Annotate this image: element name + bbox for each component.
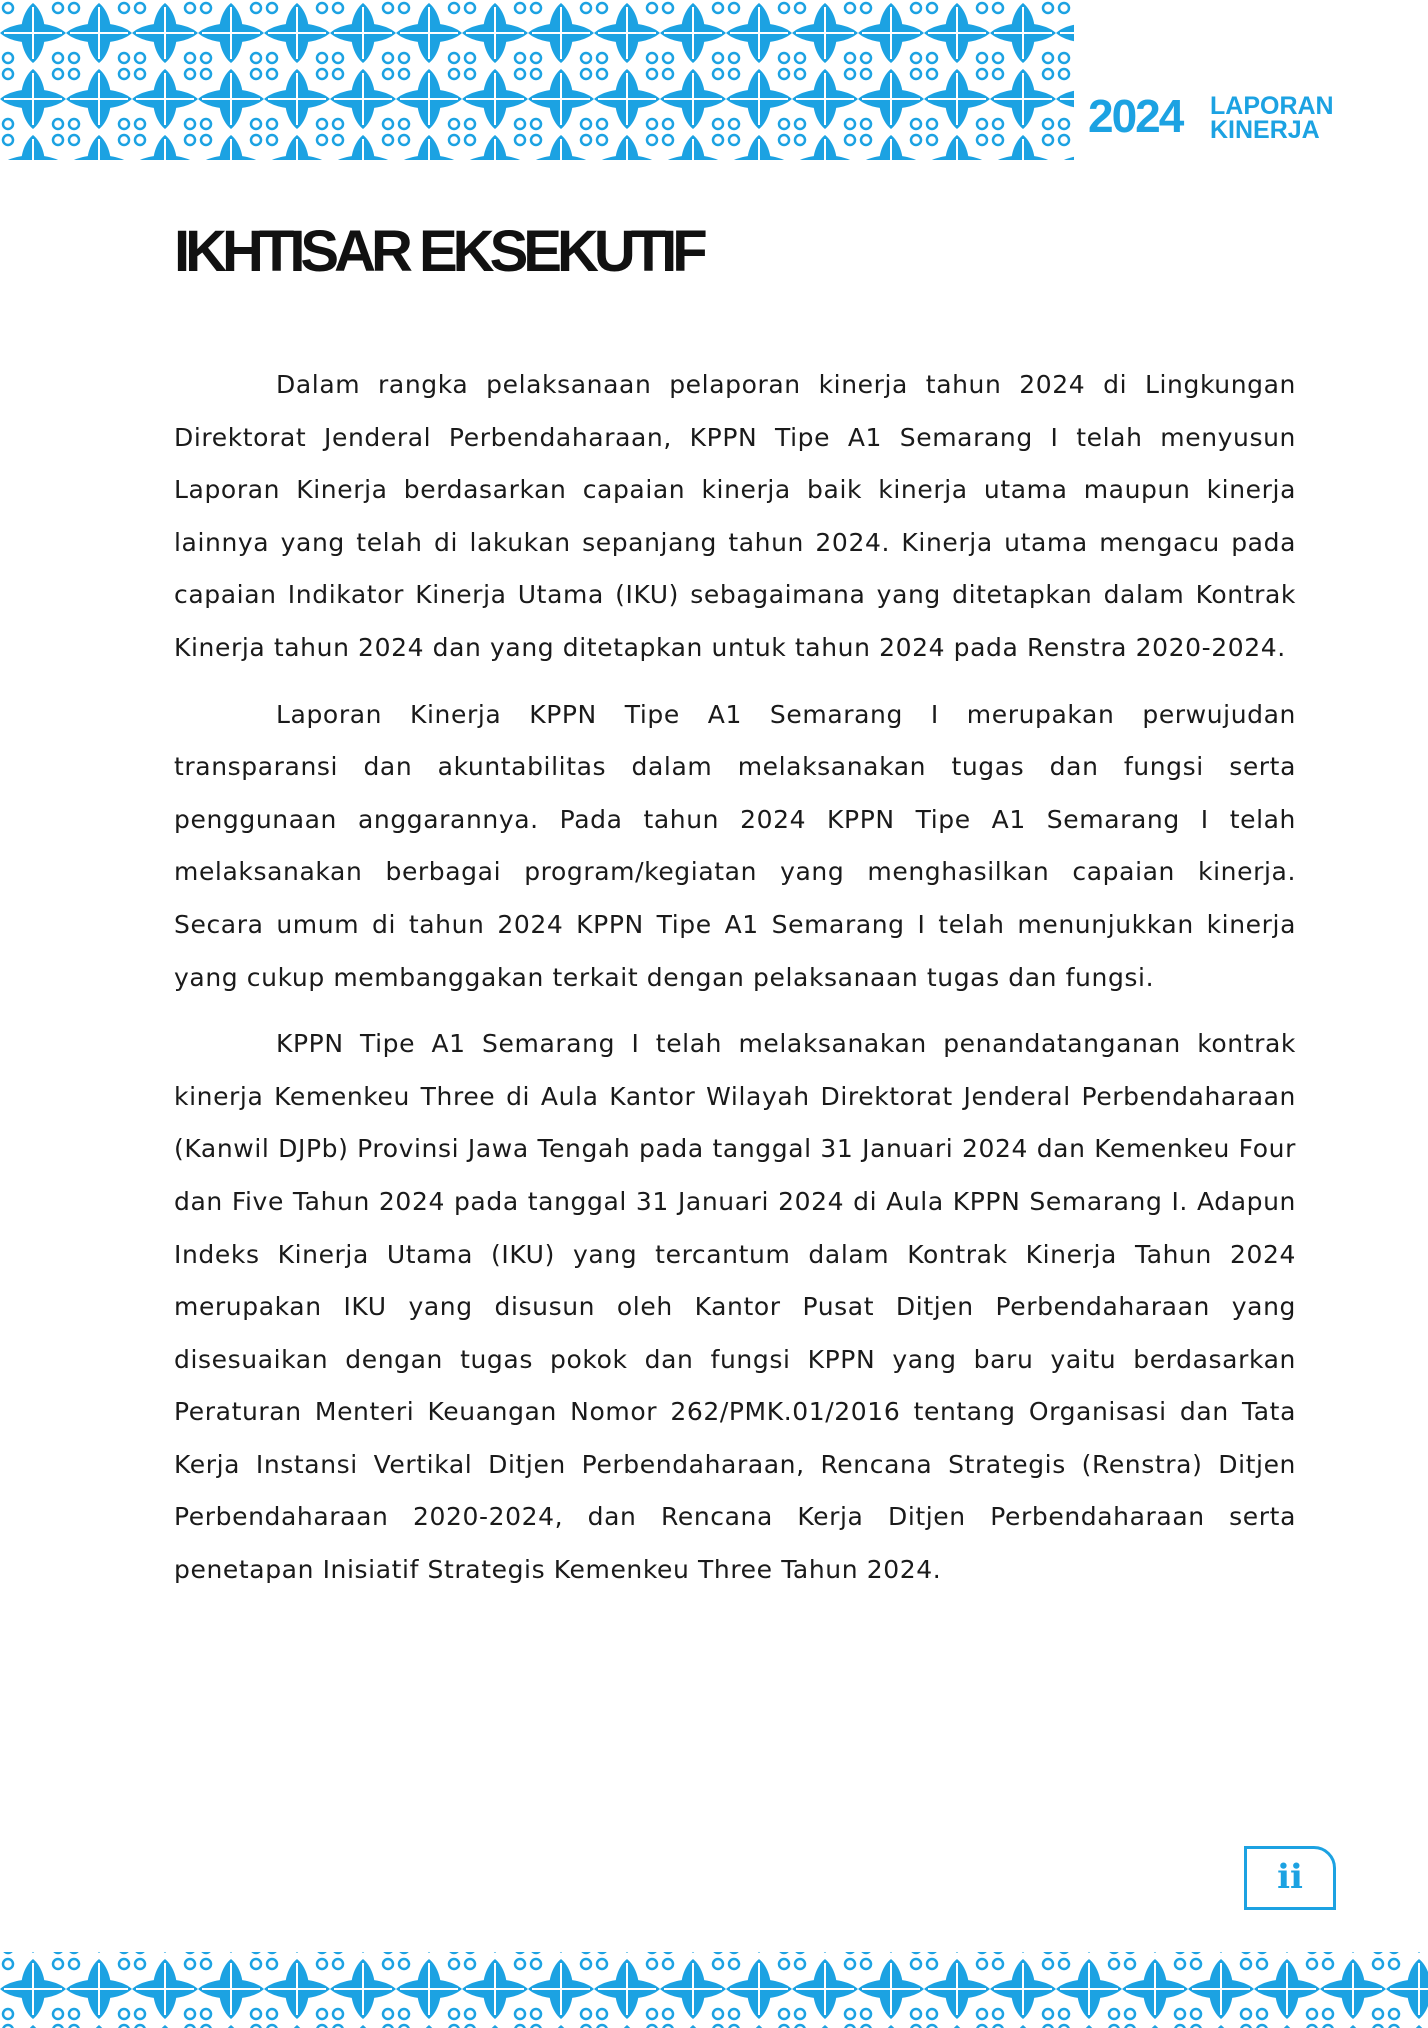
paragraph-3: KPPN Tipe A1 Semarang I telah melaksanakan penandatanganan kontrak kinerja Kemenkeu Three di Aula Kantor Wilayah Direktorat Jenderal Perbendaharaan (Kanwil DJPb) Provinsi Jawa Tengah pada tanggal 31 Januari 2024 dan Kemenkeu Four dan Five Tahun 2024 pada tanggal 31 Januari 2024 di Aula KPPN Semarang I. Adapun Indeks Kinerja Utama (IKU) yang tercantum dalam Kontrak Kinerja Tahun 2024 merupakan IKU yang disusun oleh Kantor Pusat Ditjen Perbendaharaan yang disesuaikan dengan tugas pokok dan fungsi KPPN yang baru yaitu berdasarkan Peraturan Menteri Keuangan Nomor 262/PMK.01/2016 tentang Organisasi dan Tata Kerja Instansi Vertikal Ditjen Perbendaharaan, Rencana Strategis (Renstra) Ditjen Perbendaharaan 2020-2024, dan Rencana Kerja Ditjen Perbendaharaan serta penetapan Inisiatif Strategis Kemenkeu Three Tahun 2024. xyxy=(174,1029,1296,1585)
executive-summary-body xyxy=(174,359,1296,1611)
paragraph-2: Laporan Kinerja KPPN Tipe A1 Semarang I merupakan perwujudan transparansi dan akuntabilitas dalam melaksanakan tugas dan fungsi serta penggunaan anggarannya. Pada tahun 2024 KPPN Tipe A1 Semarang I telah melaksanakan berbagai program/kegiatan yang menghasilkan capaian kinerja. Secara umum di tahun 2024 KPPN Tipe A1 Semarang I telah menunjukkan kinerja yang cukup membanggakan terkait dengan pelaksanaan tugas dan fungsi. xyxy=(174,699,1296,992)
logo-year: 2024 xyxy=(1088,90,1183,142)
bottom-batik-pattern xyxy=(0,1952,1428,2028)
page-title: IKHTISAR EKSEKUTIF xyxy=(174,219,703,284)
laporan-kinerja-logo xyxy=(1074,76,1428,164)
logo-kinerja: KINERJA xyxy=(1210,116,1320,144)
logo-laporan: LAPORAN xyxy=(1210,92,1334,120)
page-number: ii xyxy=(1244,1846,1336,1910)
paragraph-1: Dalam rangka pelaksanaan pelaporan kinerja tahun 2024 di Lingkungan Direktorat Jenderal Perbendaharaan, KPPN Tipe A1 Semarang I telah menyusun Laporan Kinerja berdasarkan capaian kinerja baik kinerja utama maupun kinerja lainnya yang telah di lakukan sepanjang tahun 2024. Kinerja utama mengacu pada capaian Indikator Kinerja Utama (IKU) sebagaimana yang ditetapkan dalam Kontrak Kinerja tahun 2024 dan yang ditetapkan untuk tahun 2024 pada Renstra 2020-2024. xyxy=(174,370,1296,662)
